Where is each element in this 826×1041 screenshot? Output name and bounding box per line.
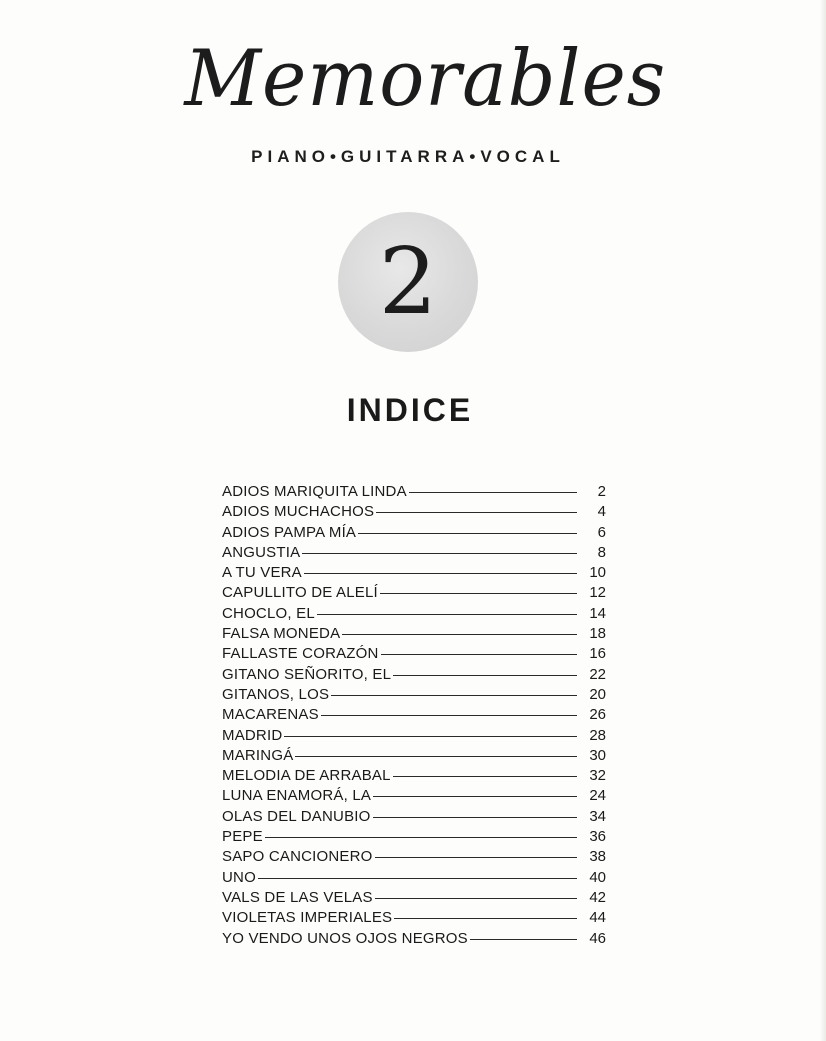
toc-entry-title: ADIOS MUCHACHOS	[222, 503, 375, 521]
toc-leader-line	[470, 939, 577, 940]
toc-entry	[222, 848, 606, 868]
toc-entry-page: 26	[589, 706, 606, 724]
toc-entry	[222, 625, 606, 645]
toc-entry-page: 2	[597, 483, 606, 500]
toc-entry	[222, 584, 606, 604]
toc-entry-page: 8	[597, 543, 606, 561]
index-heading: INDICE	[346, 392, 474, 428]
toc-entry-title: UNO	[222, 868, 256, 886]
toc-entry	[222, 747, 606, 767]
toc-leader-line	[358, 533, 577, 534]
toc-leader-line	[393, 776, 577, 777]
toc-entry-page: 40	[589, 868, 606, 886]
toc-entry-page: 16	[589, 645, 606, 663]
toc-leader-line	[373, 817, 577, 818]
toc-entry-title: SAPO CANCIONERO	[222, 848, 373, 866]
toc-entry	[222, 706, 606, 726]
toc-entry-title: GITANOS, LOS	[222, 685, 330, 703]
toc-leader-line	[284, 736, 577, 737]
toc-entry-title: OLAS DEL DANUBIO	[222, 807, 371, 825]
toc-entry-title: GITANO SEÑORITO, EL	[222, 665, 392, 683]
toc-entry	[222, 544, 606, 564]
book-title: Memorables	[184, 34, 667, 124]
toc-leader-line	[342, 634, 577, 635]
toc-entry	[222, 727, 606, 747]
toc-entry-title: PEPE	[222, 828, 263, 846]
book-subtitle: PIANO•GUITARRA•VOCAL	[251, 147, 565, 166]
toc-leader-line	[258, 878, 577, 879]
toc-entry-title: LUNA ENAMORÁ, LA	[222, 787, 372, 805]
toc-entry-title: VIOLETAS IMPERIALES	[222, 909, 393, 927]
toc-entry-title: FALSA MONEDA	[222, 625, 341, 643]
toc-entry-title: YO VENDO UNOS OJOS NEGROS	[222, 929, 468, 947]
toc-entry	[222, 767, 606, 787]
table-of-contents	[222, 483, 606, 950]
toc-entry-page: 28	[589, 726, 606, 744]
toc-leader-line	[381, 654, 577, 655]
toc-entry	[222, 483, 606, 503]
toc-entry-page: 18	[589, 625, 606, 643]
toc-leader-line	[409, 492, 577, 493]
toc-leader-line	[302, 553, 577, 554]
toc-entry-page: 4	[597, 503, 606, 521]
toc-entry-title: MELODIA DE ARRABAL	[222, 767, 391, 785]
toc-leader-line	[375, 857, 577, 858]
toc-entry-title: A TU VERA	[222, 564, 302, 582]
toc-leader-line	[380, 593, 577, 594]
toc-entry-title: CAPULLITO DE ALELÍ	[222, 584, 378, 602]
toc-entry	[222, 645, 606, 665]
toc-entry	[222, 808, 606, 828]
toc-entry-page: 12	[589, 584, 606, 602]
toc-entry-title: ADIOS MARIQUITA LINDA	[222, 483, 407, 500]
toc-entry-page: 46	[589, 929, 606, 947]
toc-leader-line	[373, 796, 577, 797]
toc-entry-page: 14	[589, 604, 606, 622]
toc-entry-page: 30	[589, 746, 606, 764]
toc-entry	[222, 686, 606, 706]
toc-entry-title: ADIOS PAMPA MÍA	[222, 523, 357, 541]
toc-entry-title: ANGUSTIA	[222, 543, 301, 561]
toc-entry-title: MARINGÁ	[222, 746, 294, 764]
toc-leader-line	[304, 573, 577, 574]
toc-entry	[222, 503, 606, 523]
toc-entry-title: MADRID	[222, 726, 283, 744]
toc-leader-line	[394, 918, 577, 919]
toc-entry	[222, 605, 606, 625]
toc-entry-page: 34	[589, 807, 606, 825]
toc-entry-page: 20	[589, 685, 606, 703]
toc-entry-page: 44	[589, 909, 606, 927]
toc-entry	[222, 787, 606, 807]
toc-leader-line	[393, 675, 577, 676]
toc-entry-page: 32	[589, 767, 606, 785]
toc-entry	[222, 909, 606, 929]
toc-leader-line	[295, 756, 577, 757]
toc-entry-page: 6	[597, 523, 606, 541]
toc-entry-title: VALS DE LAS VELAS	[222, 888, 373, 906]
toc-leader-line	[265, 837, 577, 838]
toc-entry-title: MACARENAS	[222, 706, 319, 724]
toc-entry-page: 42	[589, 888, 606, 906]
toc-entry	[222, 889, 606, 909]
toc-entry	[222, 666, 606, 686]
toc-entry-page: 38	[589, 848, 606, 866]
toc-entry-page: 10	[589, 564, 606, 582]
toc-entry	[222, 828, 606, 848]
toc-leader-line	[321, 715, 577, 716]
toc-leader-line	[376, 512, 577, 513]
toc-leader-line	[317, 614, 577, 615]
toc-entry-title: CHOCLO, EL	[222, 604, 315, 622]
toc-entry	[222, 524, 606, 544]
toc-entry-page: 24	[589, 787, 606, 805]
toc-leader-line	[331, 695, 577, 696]
toc-entry	[222, 869, 606, 889]
toc-entry-page: 36	[589, 828, 606, 846]
toc-leader-line	[375, 898, 577, 899]
page-edge-shadow	[820, 0, 826, 1041]
toc-entry	[222, 564, 606, 584]
toc-entry	[222, 930, 606, 950]
toc-entry-page: 22	[589, 665, 606, 683]
toc-entry-title: FALLASTE CORAZÓN	[222, 645, 379, 663]
volume-number: 2	[378, 228, 438, 335]
